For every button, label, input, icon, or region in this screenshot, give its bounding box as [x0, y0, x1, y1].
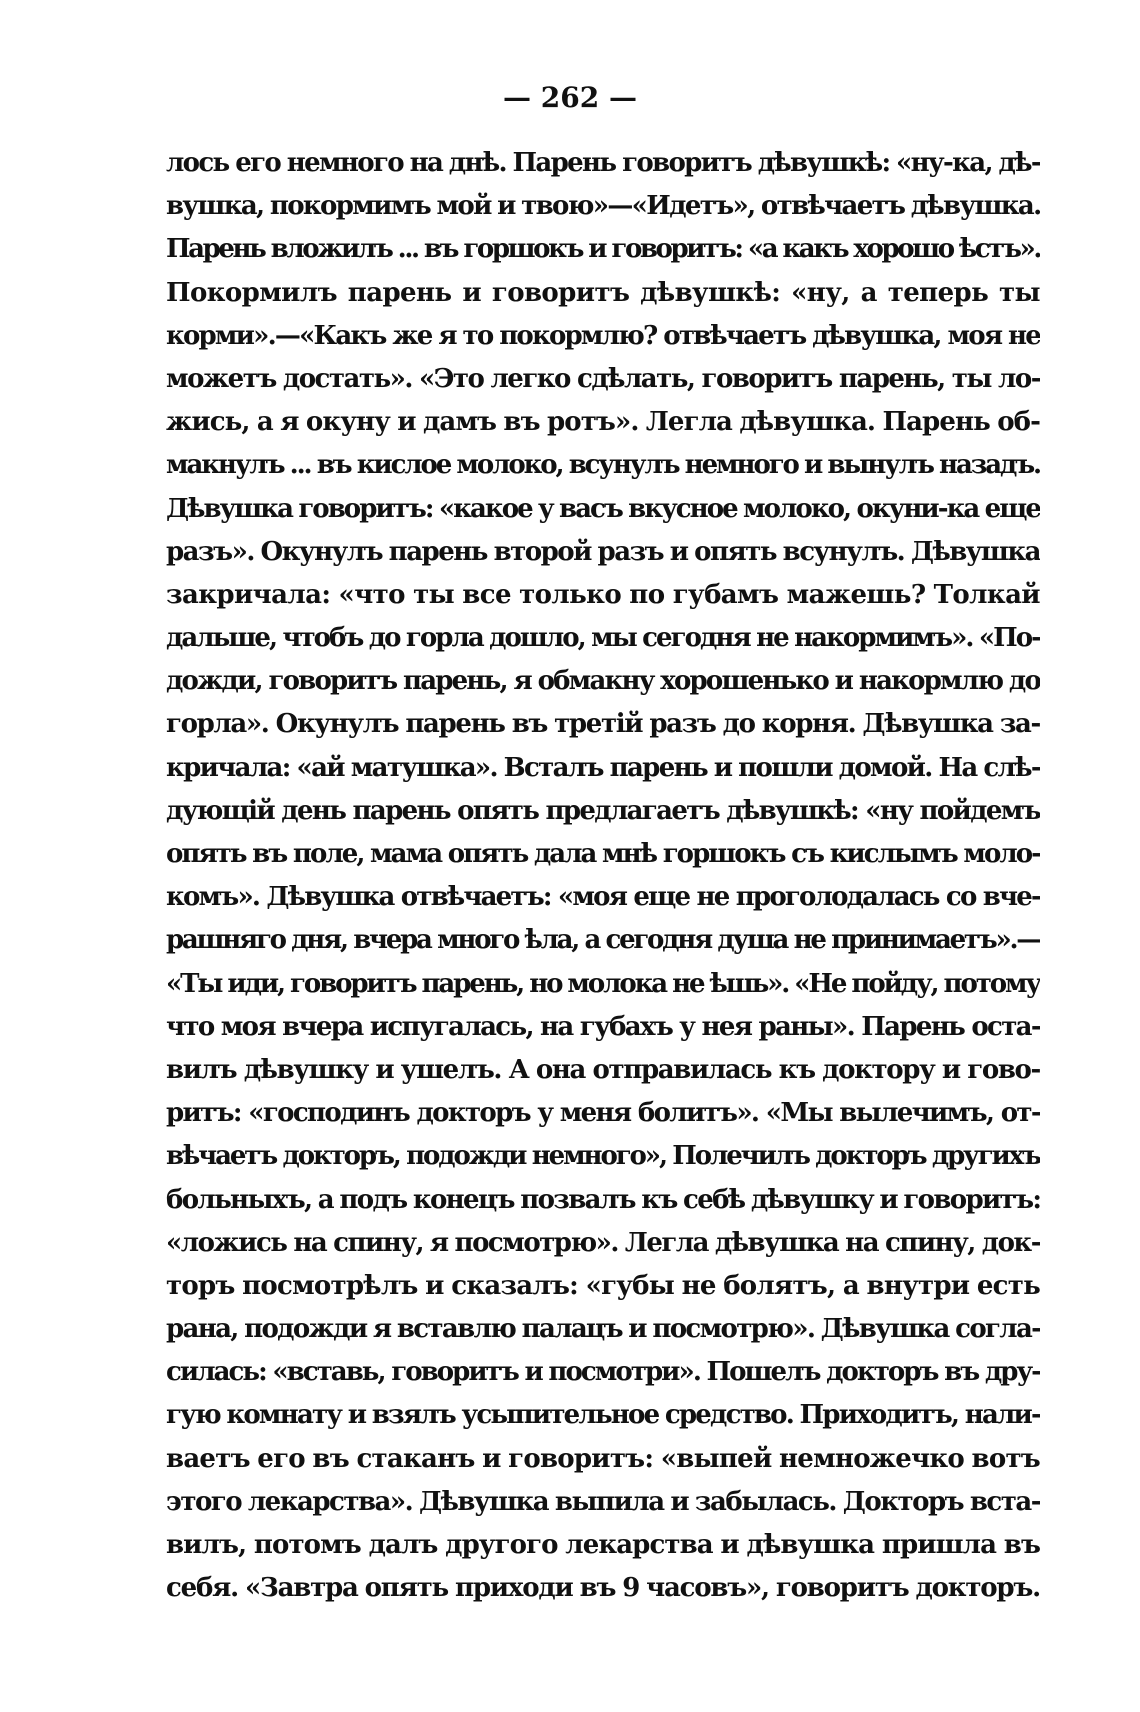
text-line: ритъ: «господинъ докторъ у меня болитъ». «Мы вылечимъ, от- [166, 1098, 1040, 1129]
text-line: рашняго дня, вчера много ѣла, а сегодня душа не принимаетъ».— [166, 925, 1040, 956]
text-line: силась: «вставь, говоритъ и посмотри». Пошелъ докторъ въ дру- [166, 1357, 1040, 1388]
text-line: вушка, покормимъ мой и твою»—«Идетъ», отвѣчаетъ дѣвушка. [166, 191, 1040, 222]
text-line: корми».—«Какъ же я то покормлю? отвѣчаетъ дѣвушка, моя не [166, 320, 1040, 351]
text-line: больныхъ, а подъ конецъ позвалъ къ себѣ дѣвушку и говоритъ: [166, 1184, 1040, 1215]
text-line: этого лекарства». Дѣвушка выпила и забылась. Докторъ вста- [166, 1486, 1040, 1517]
text-line: опять въ поле, мама опять дала мнѣ горшокъ съ кислымъ моло- [166, 839, 1040, 869]
text-line: лось его немного на днѣ. Парень говоритъ дѣвушкѣ: «ну-ка, дѣ- [166, 148, 1040, 178]
text-line: горла». Окунулъ парень въ третій разъ до корня. Дѣвушка за- [166, 709, 1040, 740]
text-line: жись, а я окуну и дамъ въ ротъ». Легла дѣвушка. Парень об- [166, 407, 1040, 438]
text-line: «Ты иди, говоритъ парень, но молока не ѣшь». «Не пойду, потому [166, 968, 1040, 999]
text-line: дожди, говоритъ парень, я обмакну хорошенько и накормлю до [166, 666, 1040, 697]
text-line: можетъ достать». «Это легко сдѣлать, говоритъ парень, ты ло- [166, 363, 1040, 394]
text-line: гую комнату и взялъ усыпительное средство. Приходитъ, нали- [166, 1400, 1040, 1431]
text-line: закричала: «что ты все только по губамъ мажешь? Толкай [166, 579, 1040, 610]
text-line: вилъ, потомъ далъ другого лекарства и дѣвушка пришла въ [166, 1530, 1040, 1560]
text-line: рана, подожди я вставлю палацъ и посмотрю». Дѣвушка согла- [166, 1314, 1040, 1345]
text-line: Дѣвушка говоритъ: «какое у васъ вкусное молоко, окуни-ка еще [166, 493, 1040, 524]
text-line: макнулъ ... въ кислое молоко, всунулъ немного и вынулъ назадъ. [166, 450, 1040, 481]
text-line: вилъ дѣвушку и ушелъ. А она отправилась къ доктору и гово- [166, 1054, 1040, 1085]
text-line: что моя вчера испугалась, на губахъ у нея раны». Парень оста- [166, 1011, 1040, 1042]
text-line: Парень вложилъ ... въ горшокъ и говоритъ: «а какъ хорошо ѣстъ». [166, 234, 1040, 265]
text-line: торъ посмотрѣлъ и сказалъ: «губы не болятъ, а внутри есть [166, 1270, 1040, 1301]
text-line: себя. «Завтра опять приходи въ 9 часовъ», говоритъ докторъ. [166, 1573, 1040, 1604]
page-number: — 262 — [503, 81, 637, 114]
text-line: ваетъ его въ стаканъ и говоритъ: «выпей немножечко вотъ [166, 1443, 1040, 1474]
text-line: Покормилъ парень и говоритъ дѣвушкѣ: «ну, а теперь ты [166, 277, 1040, 308]
text-line: дующій день парень опять предлагаетъ дѣвушкѣ: «ну пойдемъ [166, 795, 1040, 826]
text-line: «ложись на спину, я посмотрю». Легла дѣвушка на спину, док- [166, 1227, 1040, 1258]
text-line: комъ». Дѣвушка отвѣчаетъ: «моя еще не проголодалась со вче- [166, 882, 1040, 913]
body-text [166, 142, 1040, 1610]
text-line: вѣчаетъ докторъ, подожди немного», Полечилъ докторъ другихъ [166, 1141, 1040, 1172]
text-line: дальше, чтобъ до горла дошло, мы сегодня не накормимъ». «По- [166, 623, 1040, 654]
text-line: кричала: «ай матушка». Всталъ парень и пошли домой. На слѣ- [166, 752, 1040, 783]
text-line: разъ». Окунулъ парень второй разъ и опять всунулъ. Дѣвушка [166, 536, 1040, 567]
